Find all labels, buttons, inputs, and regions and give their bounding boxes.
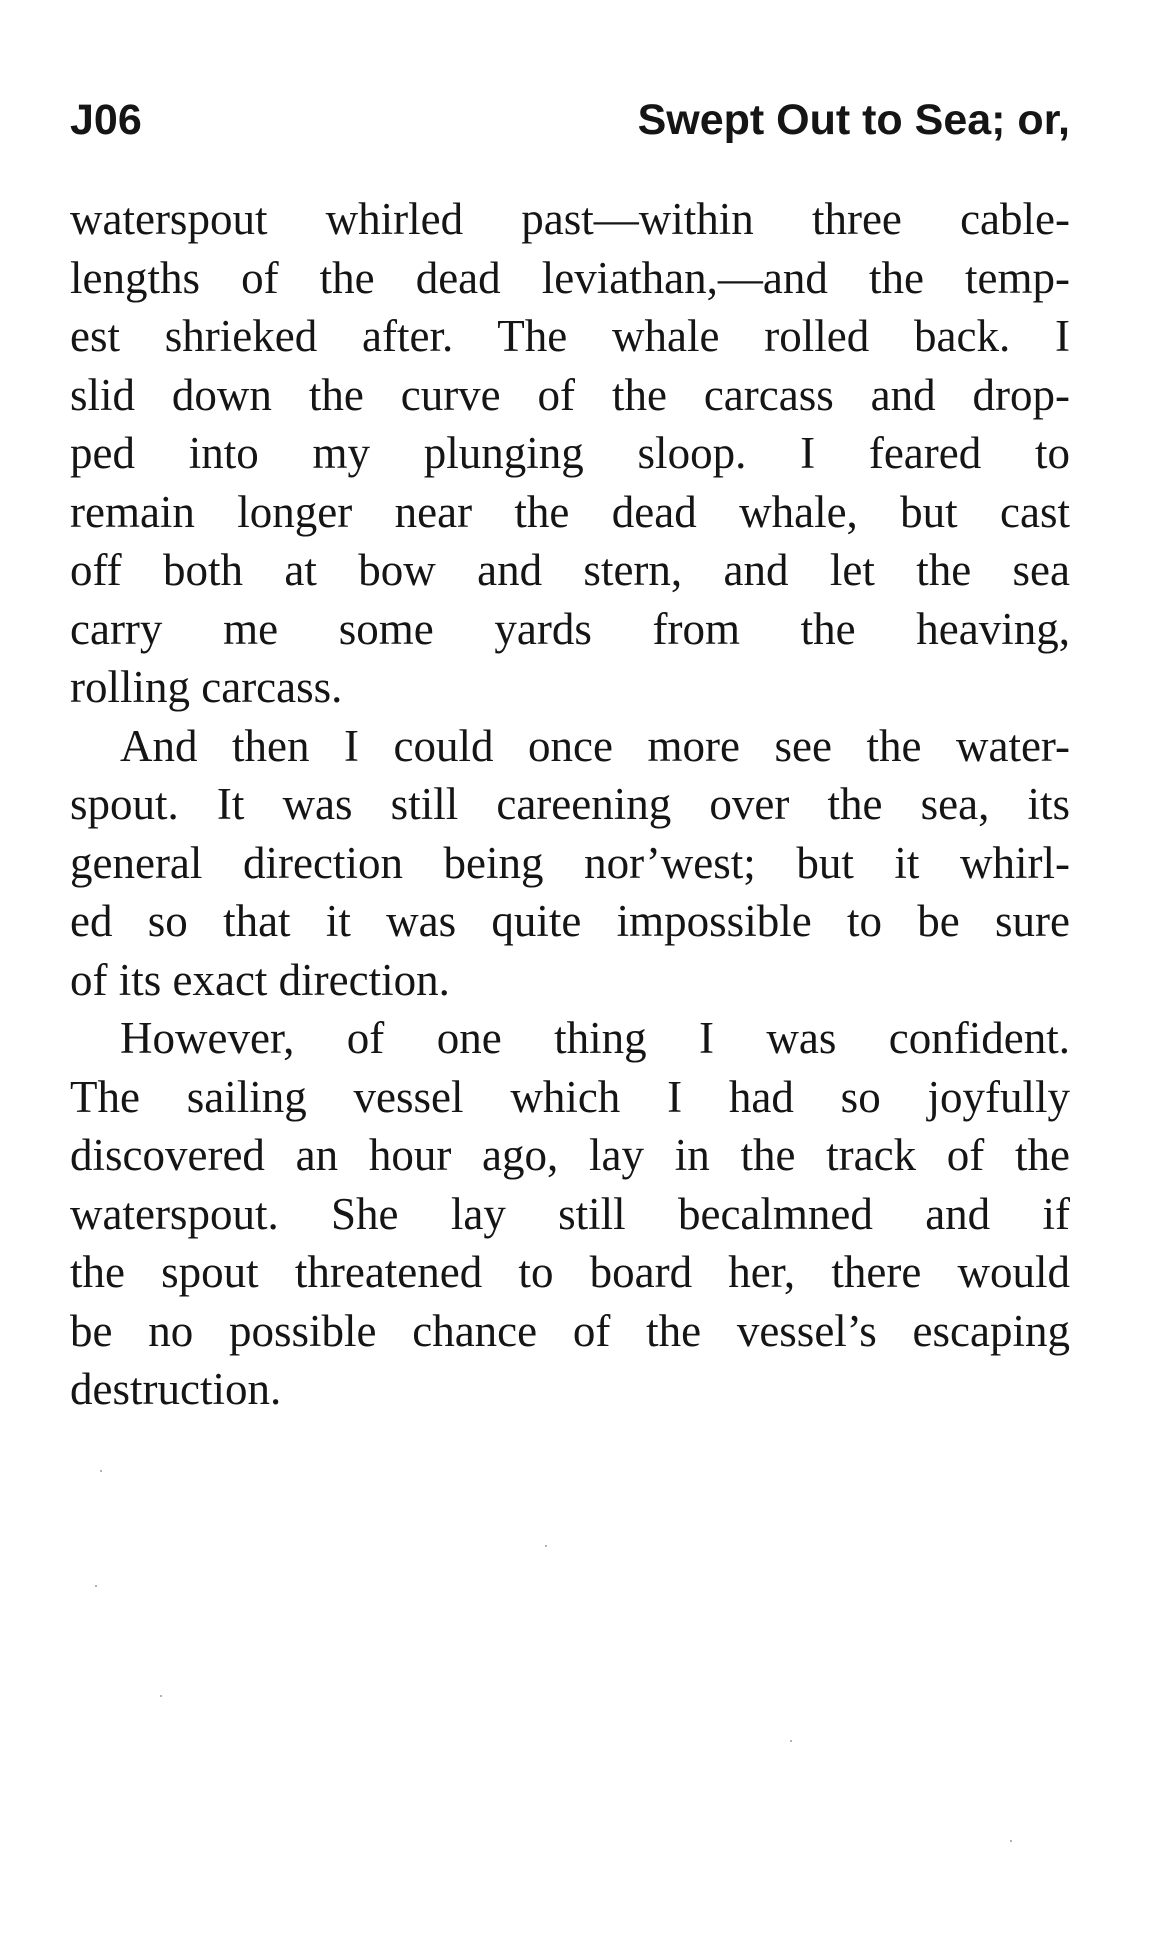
- text-line: And then I could once more see the water-: [120, 720, 1070, 771]
- body-text: [70, 190, 1070, 1419]
- text-line: slid down the curve of the carcass and drop-: [70, 369, 1070, 420]
- text-line: be no possible chance of the vessel’s escaping: [70, 1305, 1070, 1356]
- text-line: spout. It was still careening over the sea, its: [70, 779, 1070, 829]
- text-line: rolling carcass.: [70, 662, 343, 712]
- text-line: general direction being nor’west; but it whirl-: [70, 837, 1070, 888]
- text-line: The sailing vessel which I had so joyfully: [70, 1071, 1070, 1122]
- text-line: off both at bow and stern, and let the sea: [70, 545, 1070, 595]
- text-line: ed so that it was quite impossible to be sure: [70, 896, 1070, 946]
- paragraph: [70, 1009, 1070, 1419]
- running-head: [70, 90, 1070, 150]
- text-line: destruction.: [70, 1364, 282, 1414]
- text-line: est shrieked after. The whale rolled back. I: [70, 311, 1070, 361]
- paragraph: [70, 717, 1070, 1010]
- running-title: Swept Out to Sea; or,: [637, 96, 1070, 144]
- text-line: lengths of the dead leviathan,—and the temp-: [70, 252, 1070, 303]
- page-number: J06: [70, 96, 142, 144]
- scan-speck: [95, 1585, 97, 1587]
- scan-speck: [545, 1545, 547, 1547]
- text-line: the spout threatened to board her, there would: [70, 1247, 1070, 1297]
- text-line: waterspout. She lay still becalmned and if: [70, 1188, 1070, 1239]
- text-line: ped into my plunging sloop. I feared to: [70, 428, 1070, 478]
- text-line: discovered an hour ago, lay in the track of the: [70, 1130, 1070, 1180]
- text-line: of its exact direction.: [70, 954, 450, 1005]
- scan-speck: [1010, 1840, 1012, 1842]
- scan-speck: [790, 1740, 792, 1742]
- text-line: carry me some yards from the heaving,: [70, 603, 1070, 654]
- text-line: remain longer near the dead whale, but cast: [70, 486, 1070, 537]
- scan-speck: [160, 1695, 162, 1697]
- text-line: waterspout whirled past—within three cable-: [70, 194, 1070, 244]
- text-line: However, of one thing I was confident.: [120, 1013, 1070, 1063]
- scan-speck: [100, 1470, 102, 1472]
- paragraph: [70, 190, 1070, 717]
